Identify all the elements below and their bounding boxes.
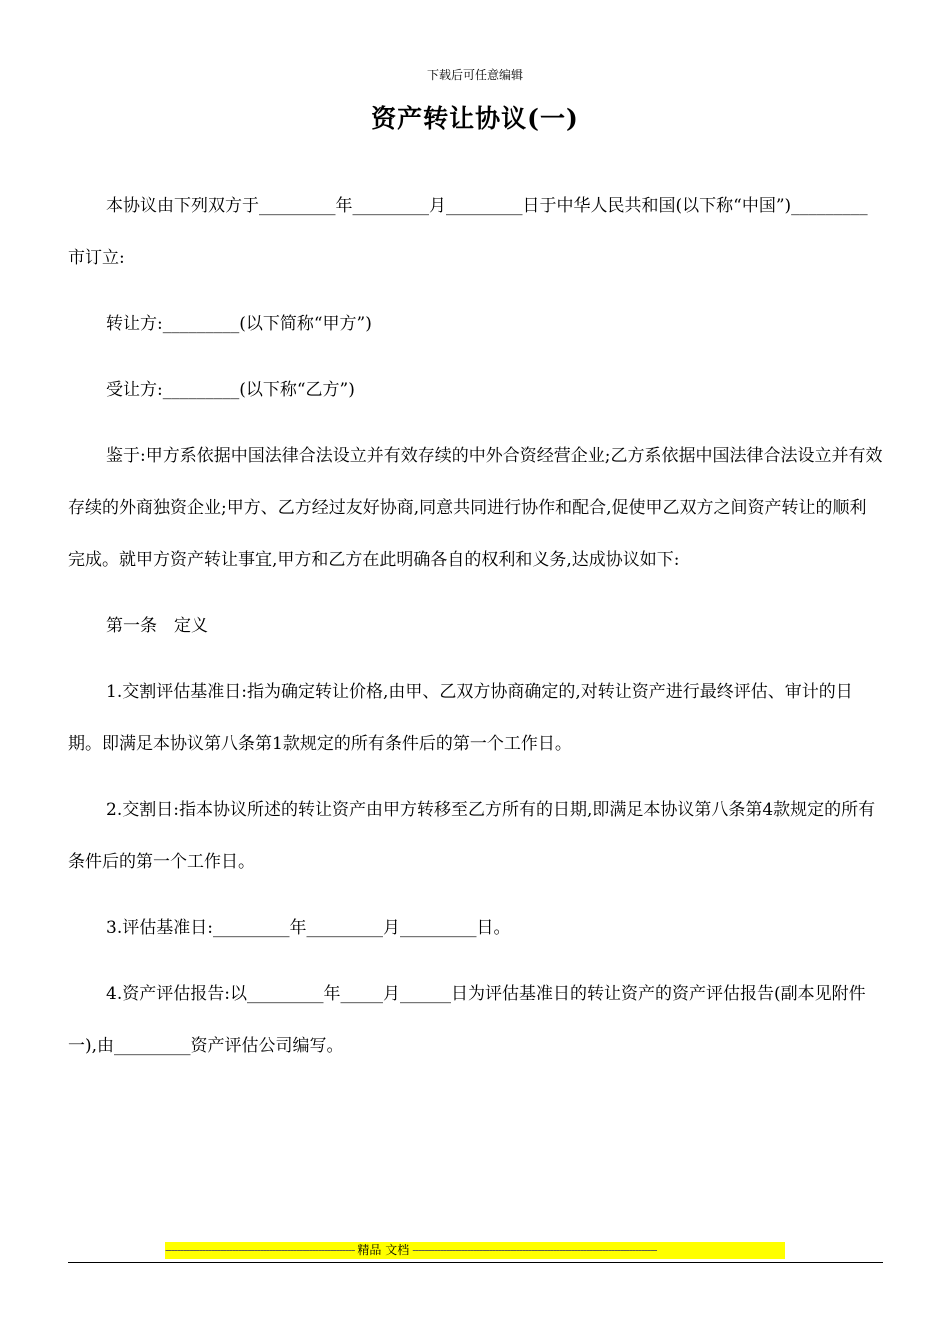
footer-watermark — [165, 1242, 785, 1259]
article-heading: 第一条 定义 — [106, 616, 208, 636]
footer-mark-text: 精品 文档 — [357, 1243, 410, 1257]
footer-rule — [68, 1262, 883, 1263]
clause-3: 3.评估基准日:_________年_________月_________日。 — [106, 918, 511, 938]
document-title: 资产转让协议(一) — [371, 104, 579, 133]
clause-1: 1.交割评估基准日:指为确定转让价格,由甲、乙双方协商确定的,对转让资产进行最终评估、审计的日期。即满足本协议第八条第1款规定的所有条件后的第一个工作日。 — [68, 682, 853, 754]
paragraph-opening: 本协议由下列双方于_________年_________月_________日于中华人民共和国(以下称“中国”)_________市订立: — [68, 196, 868, 268]
clause-2: 2.交割日:指本协议所述的转让资产由甲方转移至乙方所有的日期,即满足本协议第八条第4款规定的所有条件后的第一个工作日。 — [68, 800, 876, 872]
document-body — [68, 180, 883, 1072]
paragraph-whereas: 鉴于:甲方系依据中国法律合法设立并有效存续的中外合资经营企业;乙方系依据中国法律合法设立并有效存续的外商独资企业;甲方、乙方经过友好协商,同意共同进行协作和配合,促使甲乙双方之间资产转让的顺利完成。就甲方资产转让事宜,甲方和乙方在此明确各自的权利和义务,达成协议如下: — [68, 446, 883, 570]
footer-right-dashes: -------------------------------------------------------------------------------- — [412, 1243, 657, 1257]
clause-4: 4.资产评估报告:以_________年_____月______日为评估基准日的转让资产的资产评估报告(副本见附件一),由_________资产评估公司编写。 — [68, 984, 866, 1056]
paragraph-transferor: 转让方:_________(以下简称“甲方”) — [106, 314, 372, 334]
header-note: 下载后可任意编辑 — [426, 68, 523, 82]
footer-left-dashes: -------------------------------------------------------------- — [165, 1243, 355, 1257]
paragraph-transferee: 受让方:_________(以下称“乙方”) — [106, 380, 355, 400]
